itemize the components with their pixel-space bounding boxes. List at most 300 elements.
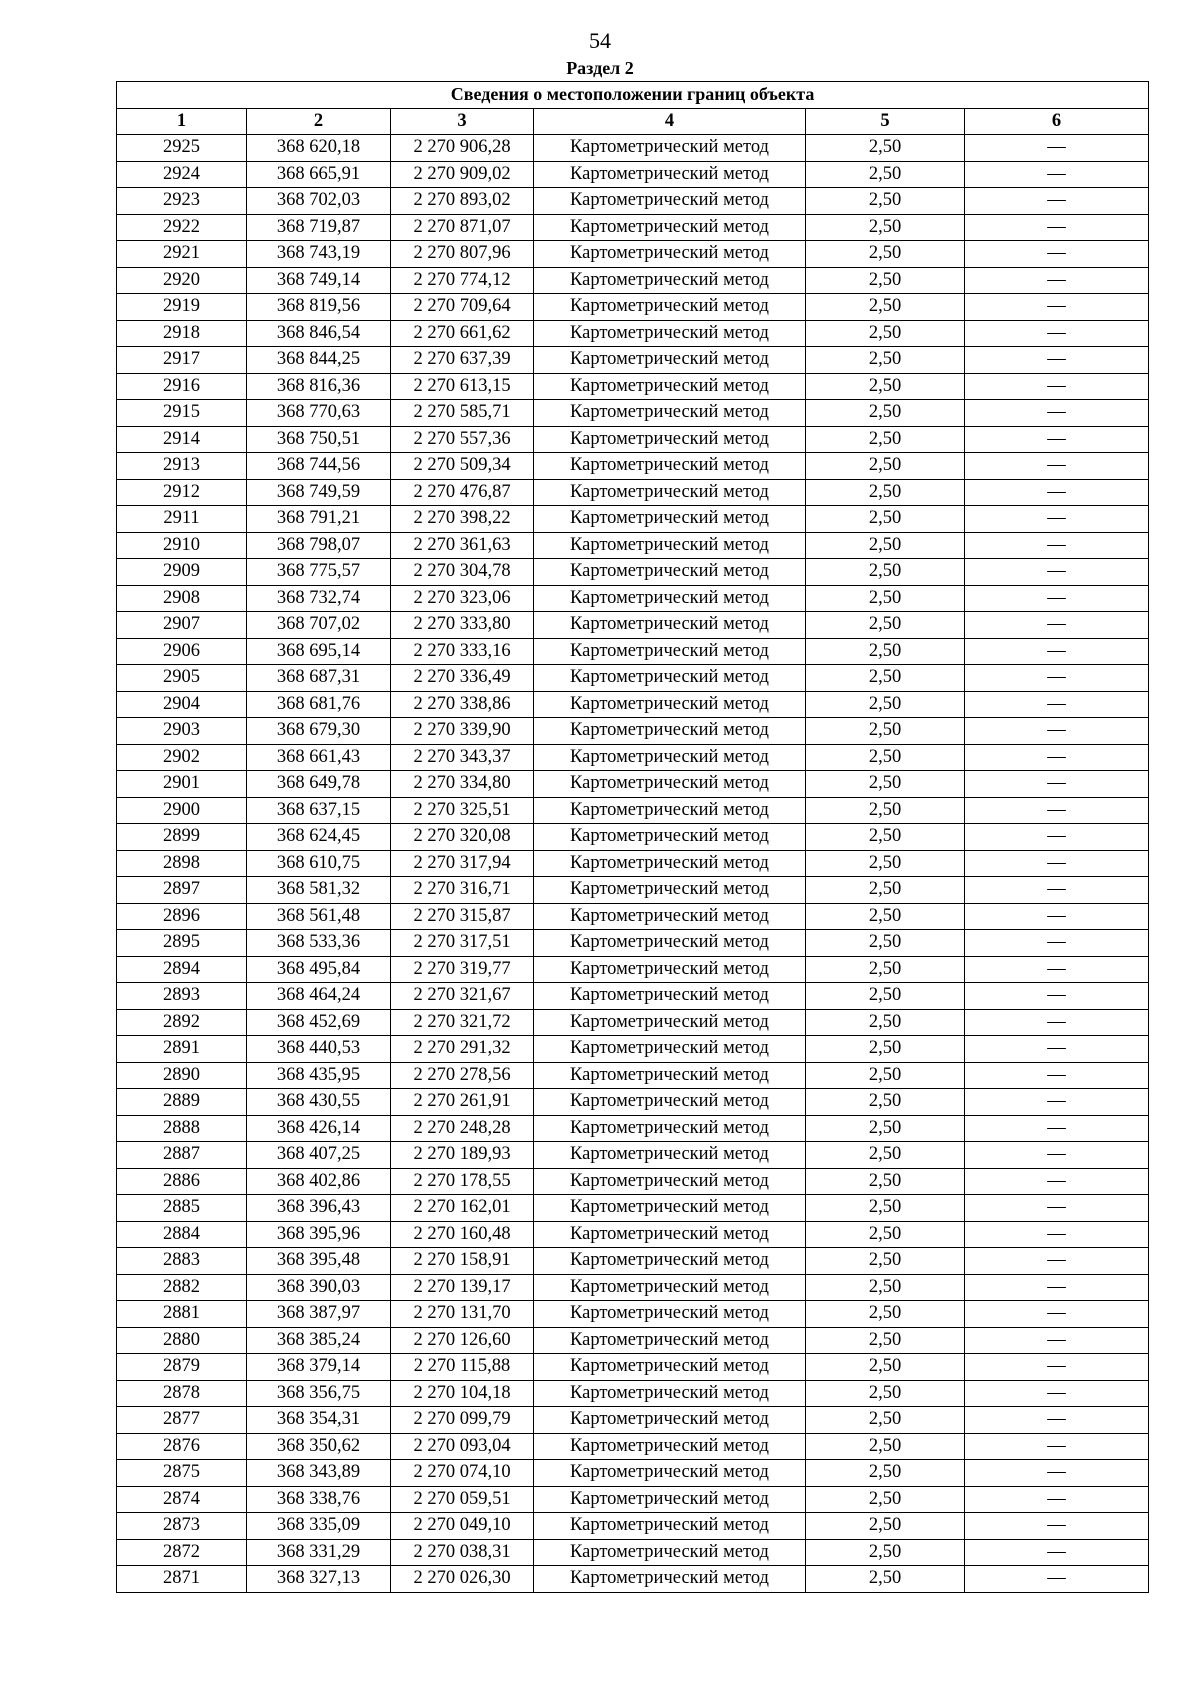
point-number-cell: 2889: [117, 1089, 247, 1116]
point-number-cell: 2886: [117, 1168, 247, 1195]
method-cell: Картометрический метод: [534, 824, 806, 851]
y-coordinate-cell: 2 270 909,02: [391, 161, 534, 188]
table-row: [117, 267, 1149, 294]
x-coordinate-cell: 368 819,56: [247, 294, 391, 321]
table-caption-row: [117, 82, 1149, 109]
description-cell: —: [965, 1115, 1149, 1142]
point-number-cell: 2877: [117, 1407, 247, 1434]
table-row: [117, 1433, 1149, 1460]
x-coordinate-cell: 368 350,62: [247, 1433, 391, 1460]
method-cell: Картометрический метод: [534, 1301, 806, 1328]
y-coordinate-cell: 2 270 613,15: [391, 373, 534, 400]
x-coordinate-cell: 368 719,87: [247, 214, 391, 241]
table-row: [117, 1115, 1149, 1142]
x-coordinate-cell: 368 426,14: [247, 1115, 391, 1142]
accuracy-cell: 2,50: [806, 1036, 965, 1063]
point-number-cell: 2884: [117, 1221, 247, 1248]
table-row: [117, 612, 1149, 639]
table-caption: Сведения о местоположении границ объекта: [117, 82, 1149, 109]
accuracy-cell: 2,50: [806, 373, 965, 400]
accuracy-cell: 2,50: [806, 1566, 965, 1593]
description-cell: —: [965, 1142, 1149, 1169]
table-row: [117, 1539, 1149, 1566]
method-cell: Картометрический метод: [534, 373, 806, 400]
x-coordinate-cell: 368 702,03: [247, 188, 391, 215]
point-number-cell: 2885: [117, 1195, 247, 1222]
x-coordinate-cell: 368 620,18: [247, 135, 391, 162]
y-coordinate-cell: 2 270 261,91: [391, 1089, 534, 1116]
accuracy-cell: 2,50: [806, 267, 965, 294]
y-coordinate-cell: 2 270 316,71: [391, 877, 534, 904]
y-coordinate-cell: 2 270 807,96: [391, 241, 534, 268]
table-row: [117, 1195, 1149, 1222]
accuracy-cell: 2,50: [806, 1539, 965, 1566]
point-number-cell: 2874: [117, 1486, 247, 1513]
description-cell: —: [965, 1380, 1149, 1407]
point-number-cell: 2907: [117, 612, 247, 639]
point-number-cell: 2892: [117, 1009, 247, 1036]
x-coordinate-cell: 368 356,75: [247, 1380, 391, 1407]
description-cell: —: [965, 241, 1149, 268]
method-cell: Картометрический метод: [534, 559, 806, 586]
point-number-cell: 2921: [117, 241, 247, 268]
description-cell: —: [965, 373, 1149, 400]
x-coordinate-cell: 368 385,24: [247, 1327, 391, 1354]
table-row: [117, 1009, 1149, 1036]
description-cell: —: [965, 1407, 1149, 1434]
accuracy-cell: 2,50: [806, 135, 965, 162]
description-cell: —: [965, 426, 1149, 453]
y-coordinate-cell: 2 270 074,10: [391, 1460, 534, 1487]
y-coordinate-cell: 2 270 893,02: [391, 188, 534, 215]
method-cell: Картометрический метод: [534, 1036, 806, 1063]
accuracy-cell: 2,50: [806, 877, 965, 904]
description-cell: —: [965, 824, 1149, 851]
description-cell: —: [965, 453, 1149, 480]
method-cell: Картометрический метод: [534, 718, 806, 745]
accuracy-cell: 2,50: [806, 188, 965, 215]
accuracy-cell: 2,50: [806, 930, 965, 957]
section-title: Раздел 2: [566, 58, 634, 78]
method-cell: Картометрический метод: [534, 1142, 806, 1169]
method-cell: Картометрический метод: [534, 347, 806, 374]
y-coordinate-cell: 2 270 317,94: [391, 850, 534, 877]
y-coordinate-cell: 2 270 323,06: [391, 585, 534, 612]
table-row: [117, 347, 1149, 374]
table-row: [117, 1354, 1149, 1381]
column-header: 4: [534, 108, 806, 135]
y-coordinate-cell: 2 270 139,17: [391, 1274, 534, 1301]
description-cell: —: [965, 347, 1149, 374]
y-coordinate-cell: 2 270 336,49: [391, 665, 534, 692]
table-row: [117, 797, 1149, 824]
y-coordinate-cell: 2 270 709,64: [391, 294, 534, 321]
accuracy-cell: 2,50: [806, 638, 965, 665]
method-cell: Картометрический метод: [534, 877, 806, 904]
table-row: [117, 638, 1149, 665]
y-coordinate-cell: 2 270 049,10: [391, 1513, 534, 1540]
y-coordinate-cell: 2 270 509,34: [391, 453, 534, 480]
x-coordinate-cell: 368 561,48: [247, 903, 391, 930]
table-row: [117, 214, 1149, 241]
table-row: [117, 930, 1149, 957]
table-row: [117, 426, 1149, 453]
accuracy-cell: 2,50: [806, 665, 965, 692]
accuracy-cell: 2,50: [806, 718, 965, 745]
point-number-cell: 2911: [117, 506, 247, 533]
x-coordinate-cell: 368 327,13: [247, 1566, 391, 1593]
method-cell: Картометрический метод: [534, 214, 806, 241]
table-row: [117, 1274, 1149, 1301]
table-row: [117, 479, 1149, 506]
description-cell: —: [965, 877, 1149, 904]
description-cell: —: [965, 1274, 1149, 1301]
method-cell: Картометрический метод: [534, 1460, 806, 1487]
x-coordinate-cell: 368 338,76: [247, 1486, 391, 1513]
y-coordinate-cell: 2 270 661,62: [391, 320, 534, 347]
description-cell: —: [965, 903, 1149, 930]
accuracy-cell: 2,50: [806, 1407, 965, 1434]
description-cell: —: [965, 294, 1149, 321]
method-cell: Картометрический метод: [534, 1433, 806, 1460]
table-row: [117, 1327, 1149, 1354]
method-cell: Картометрический метод: [534, 744, 806, 771]
point-number-cell: 2899: [117, 824, 247, 851]
y-coordinate-cell: 2 270 038,31: [391, 1539, 534, 1566]
x-coordinate-cell: 368 395,48: [247, 1248, 391, 1275]
accuracy-cell: 2,50: [806, 479, 965, 506]
description-cell: —: [965, 1486, 1149, 1513]
method-cell: Картометрический метод: [534, 453, 806, 480]
page-number: 54: [589, 28, 611, 53]
method-cell: Картометрический метод: [534, 1248, 806, 1275]
x-coordinate-cell: 368 844,25: [247, 347, 391, 374]
method-cell: Картометрический метод: [534, 771, 806, 798]
x-coordinate-cell: 368 402,86: [247, 1168, 391, 1195]
description-cell: —: [965, 1433, 1149, 1460]
x-coordinate-cell: 368 343,89: [247, 1460, 391, 1487]
table-row: [117, 585, 1149, 612]
table-row: [117, 1566, 1149, 1593]
x-coordinate-cell: 368 749,14: [247, 267, 391, 294]
x-coordinate-cell: 368 743,19: [247, 241, 391, 268]
point-number-cell: 2918: [117, 320, 247, 347]
x-coordinate-cell: 368 649,78: [247, 771, 391, 798]
method-cell: Картометрический метод: [534, 532, 806, 559]
y-coordinate-cell: 2 270 321,67: [391, 983, 534, 1010]
x-coordinate-cell: 368 661,43: [247, 744, 391, 771]
method-cell: Картометрический метод: [534, 1195, 806, 1222]
y-coordinate-cell: 2 270 319,77: [391, 956, 534, 983]
table-row: [117, 771, 1149, 798]
accuracy-cell: 2,50: [806, 797, 965, 824]
point-number-cell: 2898: [117, 850, 247, 877]
description-cell: —: [965, 718, 1149, 745]
method-cell: Картометрический метод: [534, 1539, 806, 1566]
point-number-cell: 2872: [117, 1539, 247, 1566]
accuracy-cell: 2,50: [806, 1274, 965, 1301]
x-coordinate-cell: 368 750,51: [247, 426, 391, 453]
description-cell: —: [965, 506, 1149, 533]
accuracy-cell: 2,50: [806, 241, 965, 268]
method-cell: Картометрический метод: [534, 797, 806, 824]
y-coordinate-cell: 2 270 189,93: [391, 1142, 534, 1169]
description-cell: —: [965, 850, 1149, 877]
y-coordinate-cell: 2 270 398,22: [391, 506, 534, 533]
accuracy-cell: 2,50: [806, 400, 965, 427]
description-cell: —: [965, 1248, 1149, 1275]
method-cell: Картометрический метод: [534, 320, 806, 347]
x-coordinate-cell: 368 770,63: [247, 400, 391, 427]
x-coordinate-cell: 368 435,95: [247, 1062, 391, 1089]
method-cell: Картометрический метод: [534, 294, 806, 321]
point-number-cell: 2890: [117, 1062, 247, 1089]
y-coordinate-cell: 2 270 099,79: [391, 1407, 534, 1434]
accuracy-cell: 2,50: [806, 1327, 965, 1354]
accuracy-cell: 2,50: [806, 1168, 965, 1195]
method-cell: Картометрический метод: [534, 983, 806, 1010]
point-number-cell: 2876: [117, 1433, 247, 1460]
x-coordinate-cell: 368 679,30: [247, 718, 391, 745]
table-row: [117, 161, 1149, 188]
description-cell: —: [965, 1301, 1149, 1328]
y-coordinate-cell: 2 270 059,51: [391, 1486, 534, 1513]
point-number-cell: 2917: [117, 347, 247, 374]
accuracy-cell: 2,50: [806, 426, 965, 453]
point-number-cell: 2922: [117, 214, 247, 241]
point-number-cell: 2902: [117, 744, 247, 771]
description-cell: —: [965, 1089, 1149, 1116]
description-cell: —: [965, 665, 1149, 692]
y-coordinate-cell: 2 270 278,56: [391, 1062, 534, 1089]
y-coordinate-cell: 2 270 774,12: [391, 267, 534, 294]
description-cell: —: [965, 532, 1149, 559]
description-cell: —: [965, 797, 1149, 824]
y-coordinate-cell: 2 270 585,71: [391, 400, 534, 427]
table-row: [117, 320, 1149, 347]
y-coordinate-cell: 2 270 162,01: [391, 1195, 534, 1222]
table-row: [117, 188, 1149, 215]
method-cell: Картометрический метод: [534, 1486, 806, 1513]
point-number-cell: 2913: [117, 453, 247, 480]
method-cell: Картометрический метод: [534, 956, 806, 983]
y-coordinate-cell: 2 270 248,28: [391, 1115, 534, 1142]
y-coordinate-cell: 2 270 361,63: [391, 532, 534, 559]
y-coordinate-cell: 2 270 334,80: [391, 771, 534, 798]
y-coordinate-cell: 2 270 093,04: [391, 1433, 534, 1460]
table-row: [117, 1513, 1149, 1540]
point-number-cell: 2900: [117, 797, 247, 824]
description-cell: —: [965, 1168, 1149, 1195]
table-header-row: [117, 108, 1149, 135]
description-cell: —: [965, 1460, 1149, 1487]
point-number-cell: 2919: [117, 294, 247, 321]
accuracy-cell: 2,50: [806, 1460, 965, 1487]
x-coordinate-cell: 368 846,54: [247, 320, 391, 347]
y-coordinate-cell: 2 270 158,91: [391, 1248, 534, 1275]
method-cell: Картометрический метод: [534, 1354, 806, 1381]
x-coordinate-cell: 368 533,36: [247, 930, 391, 957]
description-cell: —: [965, 161, 1149, 188]
point-number-cell: 2925: [117, 135, 247, 162]
table-row: [117, 506, 1149, 533]
method-cell: Картометрический метод: [534, 1327, 806, 1354]
accuracy-cell: 2,50: [806, 1221, 965, 1248]
accuracy-cell: 2,50: [806, 294, 965, 321]
point-number-cell: 2895: [117, 930, 247, 957]
x-coordinate-cell: 368 707,02: [247, 612, 391, 639]
accuracy-cell: 2,50: [806, 983, 965, 1010]
point-number-cell: 2894: [117, 956, 247, 983]
table-row: [117, 241, 1149, 268]
method-cell: Картометрический метод: [534, 612, 806, 639]
accuracy-cell: 2,50: [806, 1486, 965, 1513]
point-number-cell: 2924: [117, 161, 247, 188]
x-coordinate-cell: 368 744,56: [247, 453, 391, 480]
method-cell: Картометрический метод: [534, 1566, 806, 1593]
description-cell: —: [965, 1327, 1149, 1354]
method-cell: Картометрический метод: [534, 691, 806, 718]
method-cell: Картометрический метод: [534, 188, 806, 215]
x-coordinate-cell: 368 464,24: [247, 983, 391, 1010]
accuracy-cell: 2,50: [806, 532, 965, 559]
x-coordinate-cell: 368 624,45: [247, 824, 391, 851]
table-row: [117, 850, 1149, 877]
point-number-cell: 2914: [117, 426, 247, 453]
x-coordinate-cell: 368 335,09: [247, 1513, 391, 1540]
method-cell: Картометрический метод: [534, 1221, 806, 1248]
description-cell: —: [965, 1221, 1149, 1248]
accuracy-cell: 2,50: [806, 506, 965, 533]
y-coordinate-cell: 2 270 178,55: [391, 1168, 534, 1195]
x-coordinate-cell: 368 354,31: [247, 1407, 391, 1434]
accuracy-cell: 2,50: [806, 691, 965, 718]
method-cell: Картометрический метод: [534, 1274, 806, 1301]
method-cell: Картометрический метод: [534, 241, 806, 268]
column-header: 1: [117, 108, 247, 135]
accuracy-cell: 2,50: [806, 214, 965, 241]
description-cell: —: [965, 930, 1149, 957]
point-number-cell: 2883: [117, 1248, 247, 1275]
accuracy-cell: 2,50: [806, 1009, 965, 1036]
description-cell: —: [965, 135, 1149, 162]
table-row: [117, 983, 1149, 1010]
point-number-cell: 2873: [117, 1513, 247, 1540]
accuracy-cell: 2,50: [806, 1195, 965, 1222]
method-cell: Картометрический метод: [534, 1115, 806, 1142]
x-coordinate-cell: 368 581,32: [247, 877, 391, 904]
table-row: [117, 532, 1149, 559]
table-row: [117, 1221, 1149, 1248]
description-cell: —: [965, 983, 1149, 1010]
accuracy-cell: 2,50: [806, 771, 965, 798]
description-cell: —: [965, 188, 1149, 215]
accuracy-cell: 2,50: [806, 1115, 965, 1142]
point-number-cell: 2897: [117, 877, 247, 904]
accuracy-cell: 2,50: [806, 320, 965, 347]
x-coordinate-cell: 368 396,43: [247, 1195, 391, 1222]
y-coordinate-cell: 2 270 333,16: [391, 638, 534, 665]
x-coordinate-cell: 368 687,31: [247, 665, 391, 692]
method-cell: Картометрический метод: [534, 850, 806, 877]
x-coordinate-cell: 368 379,14: [247, 1354, 391, 1381]
y-coordinate-cell: 2 270 160,48: [391, 1221, 534, 1248]
description-cell: —: [965, 612, 1149, 639]
point-number-cell: 2903: [117, 718, 247, 745]
description-cell: —: [965, 1539, 1149, 1566]
accuracy-cell: 2,50: [806, 1354, 965, 1381]
table-row: [117, 1062, 1149, 1089]
y-coordinate-cell: 2 270 131,70: [391, 1301, 534, 1328]
table-row: [117, 453, 1149, 480]
column-header: 2: [247, 108, 391, 135]
method-cell: Картометрический метод: [534, 930, 806, 957]
table-row: [117, 824, 1149, 851]
x-coordinate-cell: 368 610,75: [247, 850, 391, 877]
table-row: [117, 1380, 1149, 1407]
x-coordinate-cell: 368 452,69: [247, 1009, 391, 1036]
accuracy-cell: 2,50: [806, 824, 965, 851]
x-coordinate-cell: 368 695,14: [247, 638, 391, 665]
table-row: [117, 877, 1149, 904]
point-number-cell: 2893: [117, 983, 247, 1010]
table-row: [117, 665, 1149, 692]
y-coordinate-cell: 2 270 339,90: [391, 718, 534, 745]
accuracy-cell: 2,50: [806, 1142, 965, 1169]
y-coordinate-cell: 2 270 115,88: [391, 1354, 534, 1381]
point-number-cell: 2905: [117, 665, 247, 692]
accuracy-cell: 2,50: [806, 1301, 965, 1328]
table-row: [117, 294, 1149, 321]
accuracy-cell: 2,50: [806, 1062, 965, 1089]
x-coordinate-cell: 368 395,96: [247, 1221, 391, 1248]
x-coordinate-cell: 368 430,55: [247, 1089, 391, 1116]
point-number-cell: 2891: [117, 1036, 247, 1063]
x-coordinate-cell: 368 495,84: [247, 956, 391, 983]
accuracy-cell: 2,50: [806, 903, 965, 930]
table-row: [117, 1460, 1149, 1487]
x-coordinate-cell: 368 798,07: [247, 532, 391, 559]
table-row: [117, 559, 1149, 586]
table-row: [117, 1168, 1149, 1195]
method-cell: Картометрический метод: [534, 1089, 806, 1116]
accuracy-cell: 2,50: [806, 1380, 965, 1407]
point-number-cell: 2875: [117, 1460, 247, 1487]
point-number-cell: 2906: [117, 638, 247, 665]
description-cell: —: [965, 744, 1149, 771]
point-number-cell: 2896: [117, 903, 247, 930]
x-coordinate-cell: 368 387,97: [247, 1301, 391, 1328]
x-coordinate-cell: 368 637,15: [247, 797, 391, 824]
method-cell: Картометрический метод: [534, 1407, 806, 1434]
description-cell: —: [965, 691, 1149, 718]
table-row: [117, 1301, 1149, 1328]
accuracy-cell: 2,50: [806, 612, 965, 639]
description-cell: —: [965, 638, 1149, 665]
description-cell: —: [965, 1195, 1149, 1222]
table-row: [117, 903, 1149, 930]
table-row: [117, 1142, 1149, 1169]
point-number-cell: 2879: [117, 1354, 247, 1381]
y-coordinate-cell: 2 270 476,87: [391, 479, 534, 506]
description-cell: —: [965, 1566, 1149, 1593]
method-cell: Картометрический метод: [534, 1062, 806, 1089]
description-cell: —: [965, 1036, 1149, 1063]
table-row: [117, 956, 1149, 983]
description-cell: —: [965, 267, 1149, 294]
method-cell: Картометрический метод: [534, 1009, 806, 1036]
method-cell: Картометрический метод: [534, 1513, 806, 1540]
